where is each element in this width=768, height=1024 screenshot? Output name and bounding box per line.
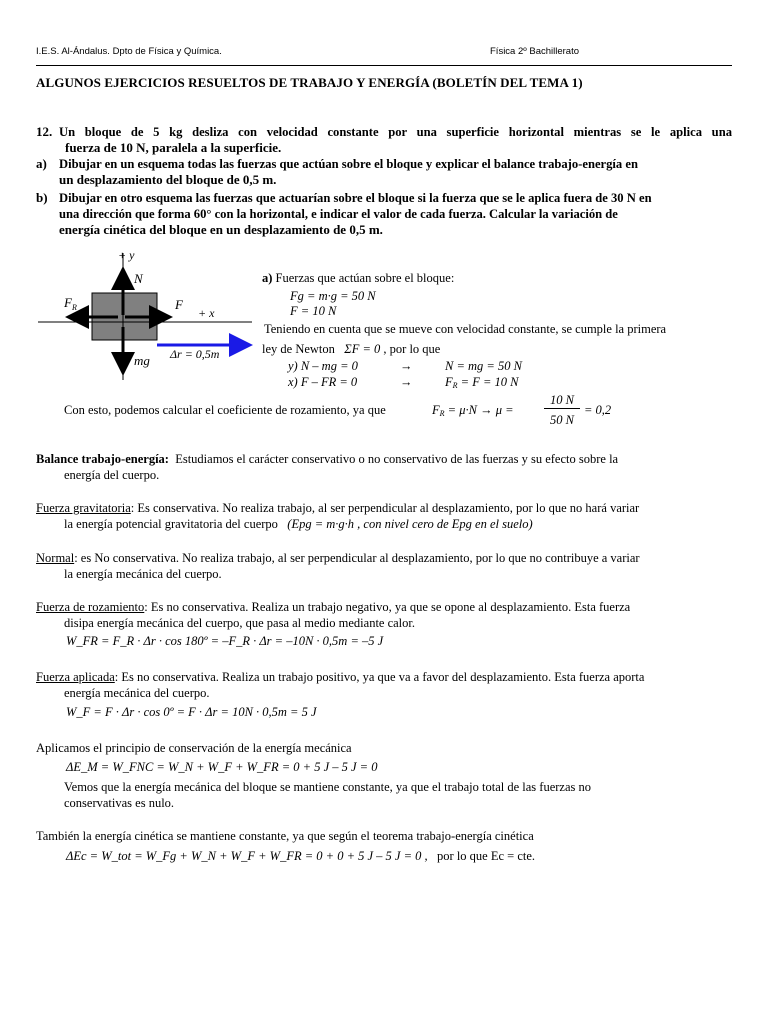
problem-number: 12.	[36, 124, 53, 139]
normal-line2: la energía mecánica del cuerpo.	[64, 567, 222, 581]
weight-label: mg	[134, 353, 150, 368]
gravitatoria-math: (Epg = m·g·h , con nivel cero de Epg en el suelo)	[287, 517, 533, 531]
part-b-line3: energía cinética del bloque en un desplazamiento de 0,5 m.	[59, 222, 383, 237]
eq-fg: Fg = m·g = 50 N	[290, 289, 376, 303]
rozamiento-line2: disipa energía mecánica del cuerpo, que pasa al medio mediante calor.	[64, 616, 416, 630]
y-axis-label: + y	[118, 248, 135, 262]
balance-line2: energía del cuerpo.	[64, 468, 160, 482]
gravitatoria-label: Fuerza gravitatoria	[36, 501, 131, 515]
conservacion-line2: Vemos que la energía mecánica del bloque se mantiene constante, ya que el trabajo total de las fuerzas no	[64, 780, 591, 794]
normal-label-text: Normal	[36, 551, 75, 565]
normal-line1: : es No conservativa. No realiza trabajo, al ser perpendicular al desplazamiento, por lo que no contribuye a variar	[74, 551, 640, 565]
friction-label: F	[64, 295, 72, 310]
eq-x-right-a: F	[445, 375, 453, 389]
balance-label: Balance trabajo-energía:	[36, 452, 169, 466]
header-right: Física 2º Bachillerato	[490, 46, 580, 57]
eq-y-arrow: →	[400, 359, 413, 373]
coef-result: = 0,2	[584, 403, 612, 417]
aplicada-line1: : Es no conservativa. Realiza un trabajo positivo, ya que va a favor del desplazamiento. Esta fuerza aporta	[114, 670, 645, 684]
gravitatoria-line2: la energía potencial gravitatoria del cuerpo	[64, 517, 278, 531]
aplicada-equation: W_F = F · Δr · cos 0º = F · Δr = 10N · 0,5m = 5 J	[66, 705, 317, 719]
conservacion-line3: conservativas es nulo.	[64, 796, 175, 810]
cinetica-tail: por lo que Ec = cte.	[437, 849, 536, 863]
page-title: ALGUNOS EJERCICIOS RESUELTOS DE TRABAJO Y ENERGÍA (BOLETÍN DEL TEMA 1)	[36, 75, 583, 90]
coef-eq-a: F	[432, 403, 440, 417]
eq-y-left: y) N – mg = 0	[288, 359, 358, 373]
part-a-line2: un desplazamiento del bloque de 0,5 m.	[59, 172, 277, 187]
x-axis-label: + x	[198, 306, 215, 320]
coef-text: Con esto, podemos calcular el coeficiente de rozamiento, ya que	[64, 403, 386, 417]
part-b-line2: una dirección que forma 60° con la horizontal, e indicar el valor de cada fuerza. Calcular la variación de	[59, 207, 618, 221]
eq-x-arrow: →	[400, 375, 413, 389]
eq-x-left: x) F – FR = 0	[288, 375, 358, 389]
header-rule	[36, 65, 732, 66]
conservacion-equation: ΔE_M = W_FNC = W_N + W_F + W_FR = 0 + 5 J – 5 J = 0	[66, 760, 378, 774]
applied-force-label: F	[175, 297, 183, 312]
header-left: I.E.S. Al-Ándalus. Dpto de Física y Química.	[36, 46, 222, 57]
part-a-label: a)	[36, 156, 47, 171]
eq-y-right: N = mg = 50 N	[445, 359, 522, 373]
problem-statement-line1: Un bloque de 5 kg desliza con velocidad constante por una superficie horizontal mientras se le aplica una	[59, 125, 732, 139]
eq-f: F = 10 N	[290, 304, 337, 318]
coef-eq-sub: R	[439, 409, 445, 418]
cinetica-line1: También la energía cinética se mantiene constante, ya que según el teorema trabajo-energía cinética	[36, 829, 534, 843]
aplicada-label: Fuerza aplicada	[36, 670, 115, 684]
aplicada-line2: energía mecánica del cuerpo.	[64, 686, 210, 700]
problem-statement-line2: fuerza de 10 N, paralela a la superficie.	[65, 140, 282, 155]
eq-x-right-b: = F = 10 N	[457, 375, 519, 389]
force-diagram	[30, 245, 260, 390]
displacement-label: Δr = 0,5m	[170, 347, 220, 361]
newton-line2-a: ley de Newton	[262, 342, 335, 356]
balance-line1: Estudiamos el carácter conservativo o no conservativo de las fuerzas y su efecto sobre la	[175, 452, 619, 466]
eq-x-right-sub: R	[452, 381, 458, 390]
part-b-line1: Dibujar en otro esquema las fuerzas que actuarían sobre el bloque si la fuerza que se le aplica fuera de 30 N en	[59, 191, 652, 205]
part-a-line1: Dibujar en un esquema todas las fuerzas que actúan sobre el bloque y explicar el balance trabajo-energía en	[59, 157, 638, 171]
solution-a-intro: Fuerzas que actúan sobre el bloque:	[275, 271, 455, 285]
coef-denominator: 50 N	[550, 413, 574, 427]
normal-label: N	[134, 271, 143, 286]
rozamiento-line1: : Es no conservativa. Realiza un trabajo negativo, ya que se opone al desplazamiento. Esta fuerza	[144, 600, 631, 614]
newton-equation: ΣF = 0	[344, 342, 381, 356]
coef-eq-b: = μ·N → μ =	[444, 403, 514, 417]
gravitatoria-line1: : Es conservativa. No realiza trabajo, al ser perpendicular al desplazamiento, por lo que no hará variar	[130, 501, 640, 515]
rozamiento-equation: W_FR = F_R · Δr · cos 180º = –F_R · Δr = –10N · 0,5m = –5 J	[66, 634, 384, 648]
cinetica-equation: ΔEc = W_tot = W_Fg + W_N + W_F + W_FR = 0 + 0 + 5 J – 5 J = 0 ,	[66, 849, 428, 863]
part-b-label: b)	[36, 190, 48, 205]
friction-label-sub: R	[72, 303, 77, 312]
conservacion-line1: Aplicamos el principio de conservación de la energía mecánica	[36, 741, 352, 755]
newton-line2-b: , por lo que	[383, 342, 441, 356]
rozamiento-label: Fuerza de rozamiento	[36, 600, 145, 614]
coef-numerator: 10 N	[544, 392, 580, 409]
newton-line1: Teniendo en cuenta que se mueve con velocidad constante, se cumple la primera	[264, 322, 667, 336]
solution-a-label: a)	[262, 271, 273, 285]
